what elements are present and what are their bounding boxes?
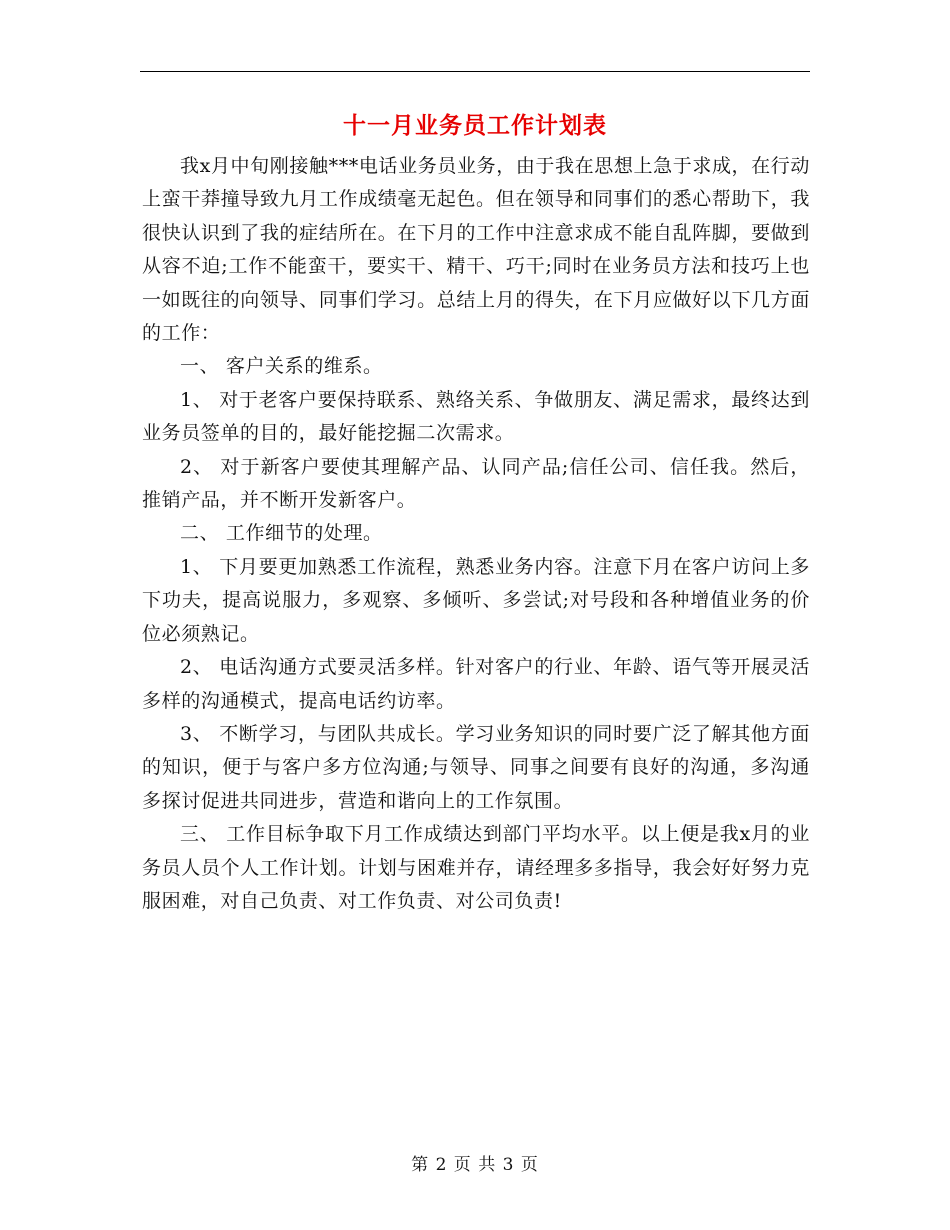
paragraph-intro: 我x月中旬刚接触***电话业务员业务，由于我在思想上急于求成，在行动上蛮干莽撞导致九月工作成绩毫无起色。但在领导和同事们的悉心帮助下，我很快认识到了我的症结所在。在下月的工作中注意求成不能自乱阵脚，要做到从容不迫;工作不能蛮干，要实干、精干、巧干;同时在业务员方法和技巧上也一如既往的向领导、同事们学习。总结上月的得失，在下月应做好以下几方面的工作： [142,155,810,345]
paragraph-item: 2、 对于新客户要使其理解产品、认同产品;信任公司、信任我。然后，推销产品，并不断开发新客户。 [142,455,810,512]
paragraph-goal-conclusion: 三、 工作目标争取下月工作成绩达到部门平均水平。以上便是我x月的业务员人员个人工作计划。计划与困难并存，请经理多多指导，我会好好努力克服困难，对自己负责、对工作负责、对公司负责! [142,823,810,912]
section-heading-customer-relations: 一、 客户关系的维系。 [180,355,383,378]
header-rule [140,71,810,72]
document-title: 十一月业务员工作计划表 [343,112,607,139]
document-body [142,150,810,918]
section-heading-work-details: 二、 工作细节的处理。 [180,522,383,545]
paragraph-item: 2、 电话沟通方式要灵活多样。针对客户的行业、年龄、语气等开展灵活多样的沟通模式，提高电话约访率。 [142,656,810,712]
paragraph-item: 1、 对于老客户要保持联系、熟络关系、争做朋友、满足需求，最终达到业务员签单的目的，最好能挖掘二次需求。 [142,388,810,445]
paragraph-item: 1、 下月要更加熟悉工作流程，熟悉业务内容。注意下月在客户访问上多下功夫，提高说服力，多观察、多倾听、多尝试;对号段和各种增值业务的价位必须熟记。 [142,555,810,645]
page-number: 第 2 页 共 3 页 [411,1155,539,1175]
paragraph-item: 3、 不断学习，与团队共成长。学习业务知识的同时要广泛了解其他方面的知识，便于与客户多方位沟通;与领导、同事之间要有良好的沟通，多沟通多探讨促进共同进步，营造和谐向上的工作氛围。 [142,722,810,812]
